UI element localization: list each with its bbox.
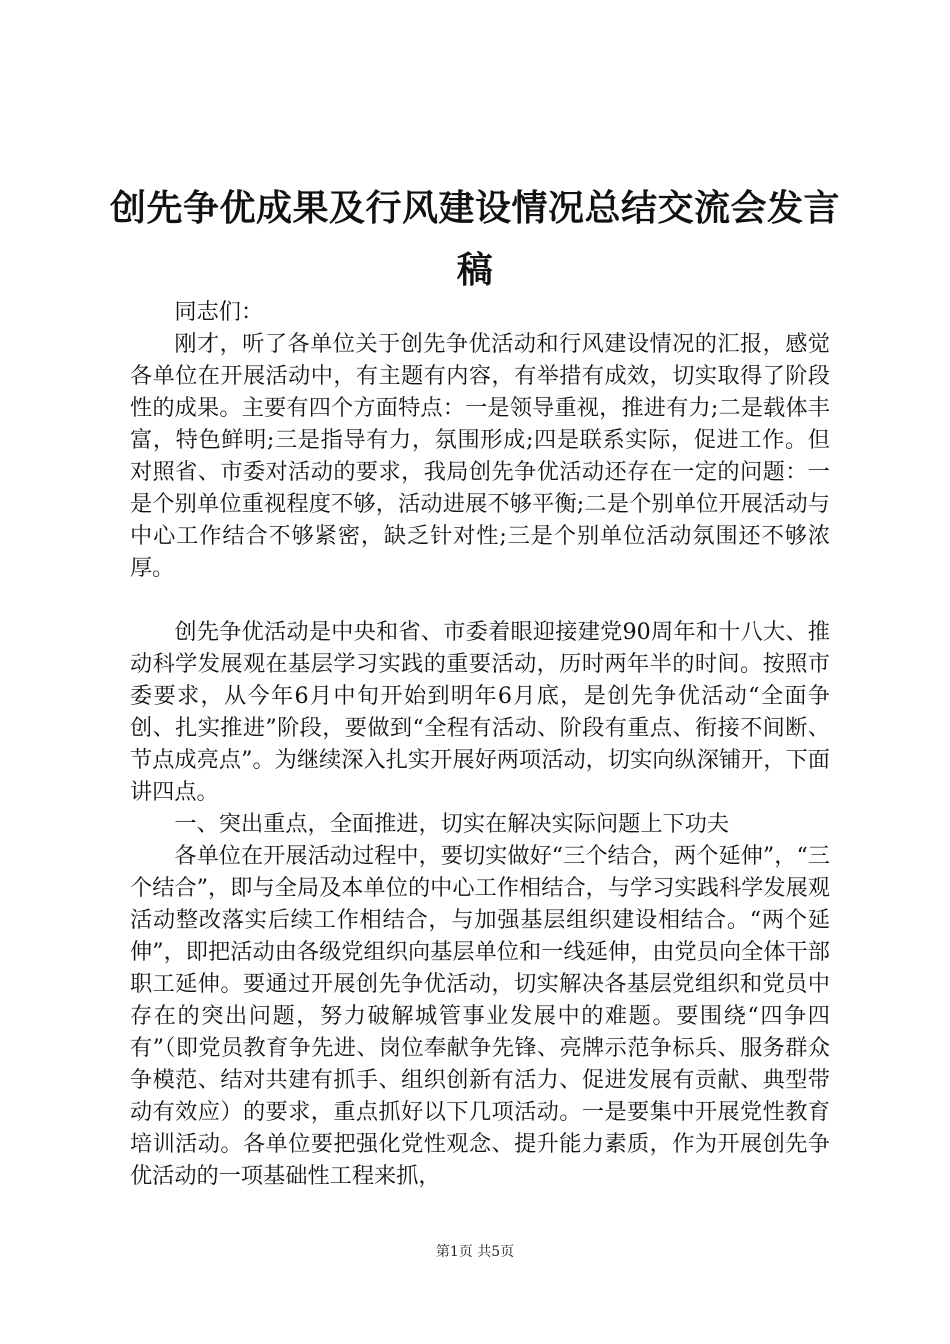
page-footer: 第1页 共5页 [435, 1244, 515, 1260]
paragraph-2: 创先争优活动是中央和省、市委着眼迎接建党90周年和十八大、推动科学发展观在基层学习实践的重要活动，历时两年半的时间。按照市委要求，从今年6月中旬开始到明年6月底，是创先争优活动“全面争创、扎实推进”阶段，要做到“全程有活动、阶段有重点、衔接不间断、节点成亮点”。为继续深入扎实开展好两项活动，切实向纵深铺开，下面讲四点。 [130, 619, 830, 805]
document-body [130, 296, 830, 1192]
document-title: 创先争优成果及行风建设情况总结交流会发言稿 [110, 188, 841, 291]
paragraph-3: 各单位在开展活动过程中，要切实做好“三个结合，两个延伸”，“三个结合”，即与全局及本单位的中心工作相结合，与学习实践科学发展观活动整改落实后续工作相结合，与加强基层组织建设相结合。“两个延伸”，即把活动由各级党组织向基层单位和一线延伸，由党员向全体干部职工延伸。要通过开展创先争优活动，切实解决各基层党组织和党员中存在的突出问题，努力破解城管事业发展中的难题。要围绕“四争四有”（即党员教育争先进、岗位奉献争先锋、亮牌示范争标兵、服务群众争模范、结对共建有抓手、组织创新有活力、促进发展有贡献、典型带动有效应）的要求，重点抓好以下几项活动。一是要集中开展党性教育培训活动。各单位要把强化党性观念、提升能力素质，作为开展创先争优活动的一项基础性工程来抓， [130, 843, 830, 1189]
section-heading-1: 一、突出重点，全面推进，切实在解决实际问题上下功夫 [174, 811, 730, 837]
paragraph-1: 刚才，听了各单位关于创先争优活动和行风建设情况的汇报，感觉各单位在开展活动中，有主题有内容，有举措有成效，切实取得了阶段性的成果。主要有四个方面特点：一是领导重视，推进有力;二是载体丰富，特色鲜明;三是指导有力，氛围形成;四是联系实际，促进工作。但对照省、市委对活动的要求，我局创先争优活动还存在一定的问题：一是个别单位重视程度不够，活动进展不够平衡;二是个别单位开展活动与中心工作结合不够紧密，缺乏针对性;三是个别单位活动氛围还不够浓厚。 [130, 331, 830, 581]
salutation: 同志们： [174, 299, 264, 325]
